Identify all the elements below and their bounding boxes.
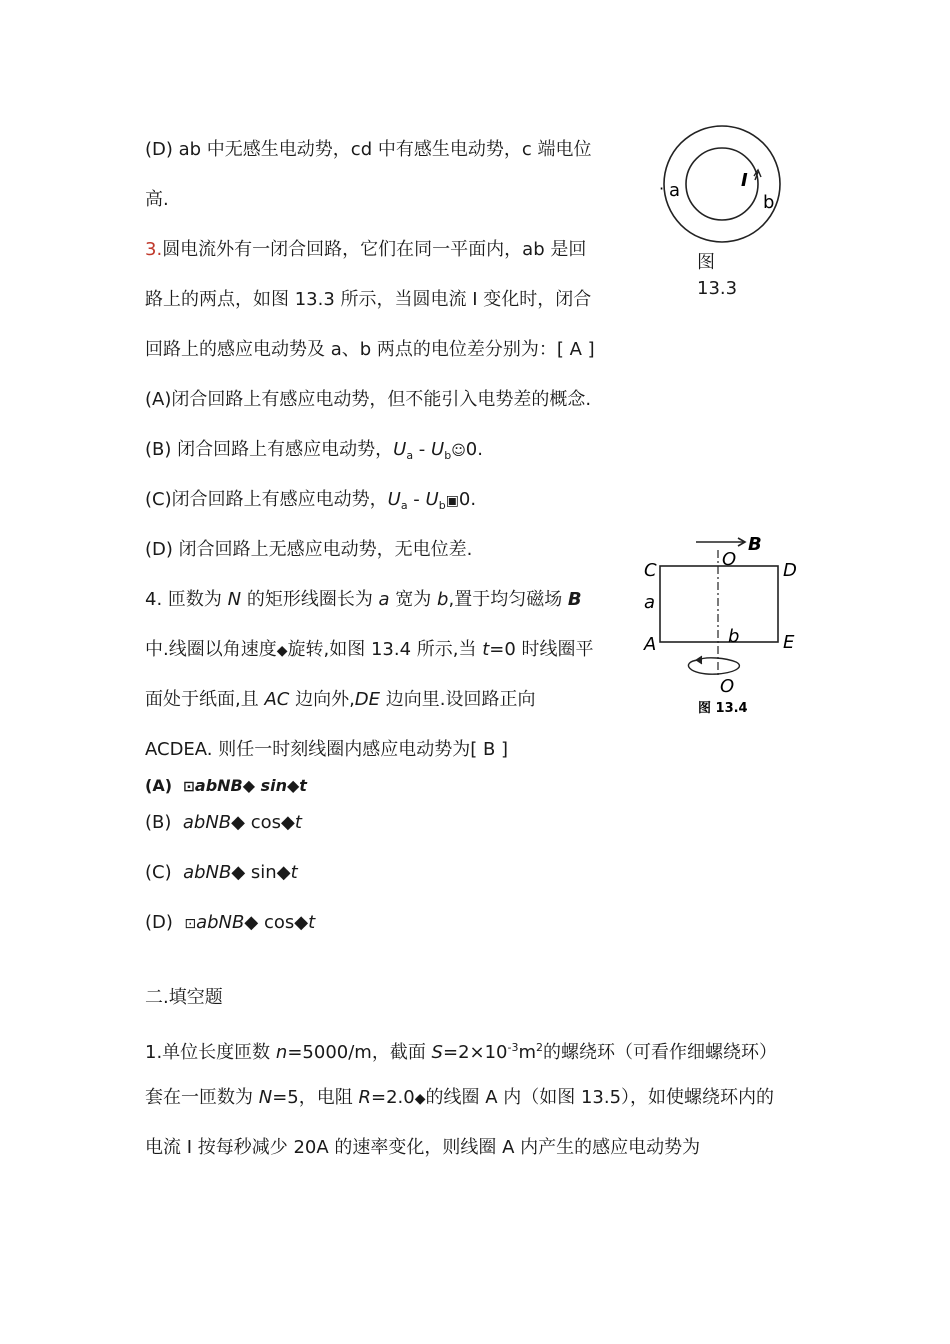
choice-b bbox=[145, 811, 302, 835]
figure-13-3-diagram bbox=[655, 122, 790, 247]
a-symbol: a bbox=[378, 589, 390, 610]
q3-option-b-label: (B) 闭合回路上有感应电动势， bbox=[145, 439, 394, 460]
rotation-arrow-head-icon bbox=[696, 656, 702, 664]
sub-a: a bbox=[400, 499, 408, 512]
relation-glyph: ☺ bbox=[451, 443, 466, 459]
label-b: b bbox=[728, 626, 740, 647]
q4-text-4: ,置于均匀磁场 bbox=[448, 589, 568, 610]
question-4-line-2 bbox=[145, 638, 594, 663]
u-symbol: U bbox=[425, 489, 439, 510]
label-a: a bbox=[644, 592, 656, 613]
fill-1-text-6: 电流 I 按每秒减少 20A 的速率变化，则线圈 A 内产生的感应电动势为 bbox=[145, 1137, 701, 1158]
fill-2-text-4: 的线圈 A 内（如图 13.5），如使螺绕环内的 bbox=[425, 1087, 775, 1108]
question-3-text-3: 回路上的感应电动势及 a、b 两点的电位差分别为：[ A ] bbox=[145, 339, 595, 360]
choice-c-label: (C) bbox=[145, 862, 172, 883]
label-d: D bbox=[783, 560, 797, 581]
omega-glyph: ◆ bbox=[276, 643, 288, 659]
choice-b-label: (B) bbox=[145, 812, 172, 833]
q4-text-7: =0 时线圈平 bbox=[489, 639, 594, 660]
label-A: A bbox=[644, 634, 657, 655]
q3-option-a-text: (A)闭合回路上有感应电动势，但不能引入电势差的概念. bbox=[145, 389, 592, 410]
choice-a-glyph: ⊡ bbox=[183, 779, 195, 795]
coil-rectangle bbox=[660, 566, 778, 642]
q3-option-b bbox=[145, 438, 483, 468]
q4-text-10: 边向里.设回路正向 bbox=[380, 689, 536, 710]
label-a: a bbox=[669, 180, 681, 201]
question-3-number: 3. bbox=[145, 239, 163, 260]
ac-symbol: AC bbox=[264, 689, 290, 710]
choice-d-glyph: ⊡ bbox=[184, 916, 197, 932]
q4-text-3: 宽为 bbox=[389, 589, 438, 610]
q4-text-6: 旋转,如图 13.4 所示,当 bbox=[287, 639, 483, 660]
zero-value: 0. bbox=[458, 489, 477, 510]
relation-glyph: ▣ bbox=[445, 493, 459, 509]
choice-a bbox=[145, 774, 307, 799]
choice-c-expr: abNB◆ bbox=[183, 862, 246, 883]
square-exponent: 2 bbox=[536, 1041, 544, 1054]
q4-text-1: 4. 匝数为 bbox=[145, 589, 228, 610]
r-symbol: R bbox=[358, 1087, 371, 1108]
label-c: C bbox=[644, 560, 657, 581]
figure-13-4 bbox=[640, 528, 810, 723]
caption-line-1: 图 bbox=[697, 252, 715, 273]
u-symbol: U bbox=[387, 489, 401, 510]
ohm-glyph: ◆ bbox=[414, 1091, 426, 1107]
sub-b: b bbox=[444, 449, 452, 462]
label-o-bottom: O bbox=[720, 676, 735, 697]
fill-1-text-2: =5000/m，截面 bbox=[287, 1042, 432, 1063]
q3-option-c bbox=[145, 488, 476, 518]
caption-line-2: 13.3 bbox=[697, 278, 738, 299]
question-3 bbox=[145, 238, 586, 262]
de-symbol: DE bbox=[354, 689, 381, 710]
section-heading-text: 二.填空题 bbox=[145, 987, 223, 1008]
question-4-line-4 bbox=[145, 738, 508, 762]
choice-d-fn: cos◆ bbox=[258, 912, 309, 933]
figure-13-3-caption bbox=[697, 250, 737, 302]
fill-1 bbox=[145, 1036, 777, 1065]
label-o-top: O bbox=[722, 549, 737, 570]
choice-b-expr: abNB◆ bbox=[182, 812, 245, 833]
choice-c-t: t bbox=[290, 862, 298, 883]
choice-b-t: t bbox=[294, 812, 302, 833]
question-3-line-3 bbox=[145, 338, 595, 362]
fill-1-text-4: m bbox=[518, 1042, 537, 1063]
q3-option-c-label: (C)闭合回路上有感应电动势， bbox=[145, 489, 388, 510]
fill-1-text-1: 1.单位长度匝数 bbox=[145, 1042, 276, 1063]
sub-a: a bbox=[406, 449, 414, 462]
n-symbol: N bbox=[258, 1087, 273, 1108]
u-symbol: U bbox=[431, 439, 445, 460]
outer-loop bbox=[664, 126, 780, 242]
b-field-symbol: B bbox=[567, 589, 582, 610]
q3-option-a bbox=[145, 388, 591, 412]
question-3-line-2 bbox=[145, 288, 591, 312]
choice-a-expr: abNB◆ sin◆t bbox=[194, 776, 307, 795]
fill-2-text-2: =5，电阻 bbox=[272, 1087, 359, 1108]
fill-1-line-2 bbox=[145, 1086, 774, 1111]
q4-text-2: 的矩形线圈长为 bbox=[241, 589, 379, 610]
q3-option-d bbox=[145, 538, 472, 562]
label-b: b bbox=[763, 192, 775, 213]
option-d-line-2 bbox=[145, 188, 169, 212]
question-3-text: 圆电流外有一闭合回路，它们在同一平面内，ab 是回 bbox=[162, 239, 587, 260]
fill-1-text-5: 的螺绕环（可看作细螺绕环） bbox=[543, 1042, 778, 1063]
q4-text-11: ACDEA. 则任一时刻线圈内感应电动势为[ B ] bbox=[145, 739, 509, 760]
s-symbol: S bbox=[431, 1042, 443, 1063]
label-e: E bbox=[783, 632, 795, 653]
question-4-line-3 bbox=[145, 688, 535, 712]
figure-13-3 bbox=[655, 122, 790, 247]
figure-13-4-caption: 图 13.4 bbox=[698, 701, 748, 716]
q4-text-9: 边向外, bbox=[289, 689, 355, 710]
option-d-line bbox=[145, 138, 591, 162]
b-symbol: b bbox=[437, 589, 449, 610]
figure-13-4-diagram bbox=[640, 528, 810, 723]
fill-2-text-1: 套在一匝数为 bbox=[145, 1087, 259, 1108]
choice-b-fn: cos◆ bbox=[244, 812, 295, 833]
t-symbol: t bbox=[482, 639, 490, 660]
fill-2-text-3: =2.0 bbox=[370, 1087, 415, 1108]
exponent: -3 bbox=[507, 1041, 519, 1054]
option-d-text-2: 高. bbox=[145, 189, 169, 210]
point-dot: · bbox=[659, 179, 665, 198]
q4-text-5: 中.线圈以角速度 bbox=[145, 639, 277, 660]
q3-option-d-text: (D) 闭合回路上无感应电动势，无电位差. bbox=[145, 539, 473, 560]
choice-d-expr: abNB◆ bbox=[196, 912, 259, 933]
option-d-text: (D) ab 中无感生电动势，cd 中有感生电动势，c 端电位 bbox=[145, 139, 592, 160]
zero-value: 0. bbox=[465, 439, 483, 460]
choice-d-label: (D) bbox=[145, 912, 173, 933]
minus-sign: - bbox=[407, 489, 426, 510]
label-current: I bbox=[741, 170, 748, 191]
n-symbol: N bbox=[227, 589, 242, 610]
question-4 bbox=[145, 588, 582, 612]
fill-1-text-3: =2×10 bbox=[442, 1042, 508, 1063]
label-field-b: B bbox=[748, 534, 762, 555]
question-3-text-2: 路上的两点，如图 13.3 所示，当圆电流 I 变化时，闭合 bbox=[145, 289, 592, 310]
choice-d bbox=[145, 911, 315, 936]
q4-text-8: 面处于纸面,且 bbox=[145, 689, 265, 710]
choice-a-label: (A) bbox=[145, 776, 173, 795]
n-symbol: n bbox=[275, 1042, 288, 1063]
u-symbol: U bbox=[393, 439, 407, 460]
fill-1-line-3 bbox=[145, 1136, 700, 1160]
choice-c-fn: sin◆ bbox=[245, 862, 291, 883]
minus-sign: - bbox=[413, 439, 432, 460]
sub-b: b bbox=[438, 499, 446, 512]
choice-d-t: t bbox=[308, 912, 316, 933]
section-heading bbox=[145, 986, 223, 1010]
choice-c bbox=[145, 861, 298, 885]
